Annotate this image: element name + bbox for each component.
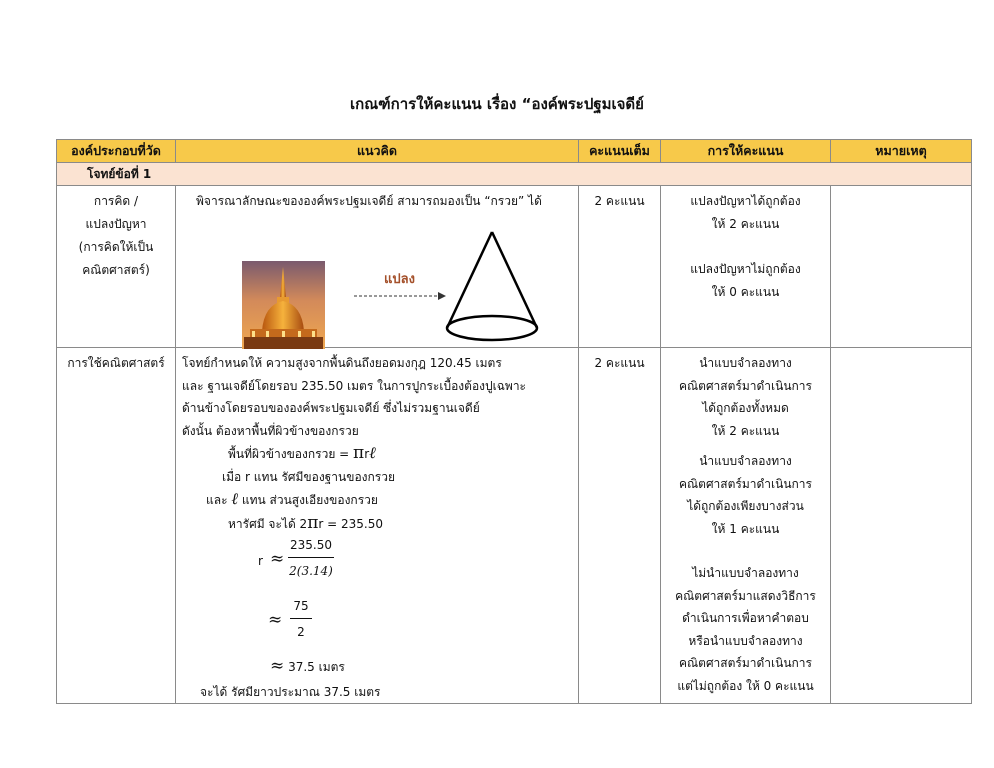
concept-line: และ ℓ แทน ส่วนสูงเอียงของกรวย xyxy=(206,489,378,508)
spacer xyxy=(661,540,830,562)
header-component: องค์ประกอบที่วัด xyxy=(57,140,176,163)
full-score-cell xyxy=(579,348,661,704)
concept-cell xyxy=(176,186,579,348)
scoring-cell xyxy=(661,186,831,348)
scoring-line: ไม่นำแบบจำลองทาง xyxy=(692,566,799,580)
fraction-step-2: ≈ $\frac{75}{2}$ xyxy=(182,597,578,655)
scoring-line: ดำเนินการเพื่อหาคำตอบ xyxy=(682,611,809,625)
full-score-cell xyxy=(579,186,661,348)
table-row xyxy=(57,186,972,348)
header-concept: แนวคิด xyxy=(176,140,579,163)
scoring-line: ได้ถูกต้องเพียงบางส่วน xyxy=(687,499,804,513)
scoring-line: แปลงปัญหาได้ถูกต้อง xyxy=(690,194,801,208)
scoring-line: คณิตศาสตร์มาดำเนินการ xyxy=(678,378,812,393)
header-full-score: คะแนนเต็ม xyxy=(579,140,661,163)
arrow-label: แปลง xyxy=(384,273,415,287)
component-line: การคิด / xyxy=(93,194,139,208)
scoring-line: นำแบบจำลองทาง xyxy=(699,454,792,468)
concept-line: ด้านข้างโดยรอบขององค์พระปฐมเจดีย์ ซึ่งไม่รวมฐานเจดีย์ xyxy=(182,401,480,415)
section-label: โจทย์ข้อที่ 1 xyxy=(87,166,152,181)
scoring-line: คณิตศาสตร์มาดำเนินการ xyxy=(678,656,812,670)
scoring-line: ให้ 1 คะแนน xyxy=(711,521,780,536)
component-cell xyxy=(57,186,176,348)
scoring-cell xyxy=(661,348,831,704)
remark-cell xyxy=(831,186,972,348)
concept-line: เมื่อ r แทน รัศมีของฐานของกรวย xyxy=(222,469,395,484)
component-line: คณิตศาสตร์) xyxy=(82,263,150,277)
section-row xyxy=(57,163,972,186)
header-scoring: การให้คะแนน xyxy=(661,140,831,163)
rubric-table xyxy=(56,139,972,704)
spacer xyxy=(661,236,830,258)
scoring-line: คณิตศาสตร์มาแสดงวิธีการ xyxy=(675,588,816,603)
scoring-line: ได้ถูกต้องทั้งหมด xyxy=(702,401,789,415)
formula-surface-area: พื้นที่ผิวข้างของกรวย = πrℓ xyxy=(228,443,376,463)
concept-line: ดังนั้น ต้องหาพื้นที่ผิวข้างของกรวย xyxy=(182,423,359,438)
stupa-photo xyxy=(242,261,325,349)
concept-line: และ ฐานเจดีย์โดยรอบ 235.50 เมตร ในการปูกระเบื้องต้องปูเฉพาะ xyxy=(182,378,527,393)
scoring-line: ให้ 0 คะแนน xyxy=(711,285,780,299)
fraction-step-1: r ≈ $\frac{235.50}{2(3.14)}$ xyxy=(258,538,333,578)
scoring-line: แปลงปัญหาไม่ถูกต้อง xyxy=(690,262,801,276)
concept-line: จะได้ รัศมียาวประมาณ 37.5 เมตร xyxy=(200,684,381,699)
scoring-line: นำแบบจำลองทาง xyxy=(699,356,792,370)
cone-diagram xyxy=(444,229,540,345)
concept-text: พิจารณาลักษณะขององค์พระปฐมเจดีย์ สามารถมองเป็น “กรวย” ได้ xyxy=(196,194,542,208)
concept-cell xyxy=(176,348,579,704)
full-score: 2 คะแนน xyxy=(594,356,645,370)
scoring-line: ให้ 2 คะแนน xyxy=(711,217,780,231)
header-remark: หมายเหตุ xyxy=(831,140,972,163)
component-line: การใช้คณิตศาสตร์ xyxy=(67,356,165,370)
scoring-line: คณิตศาสตร์มาดำเนินการ xyxy=(678,476,812,491)
scoring-line: หรือนำแบบจำลองทาง xyxy=(688,633,803,648)
concept-line: โจทย์กำหนดให้ ความสูงจากพื้นดินถึงยอดมงกุฎ 120.45 เมตร xyxy=(182,356,502,370)
scoring-line: แต่ไม่ถูกต้อง ให้ 0 คะแนน xyxy=(677,678,814,693)
component-cell xyxy=(57,348,176,704)
component-line: (การคิดให้เป็น xyxy=(78,240,154,254)
scoring-line: ให้ 2 คะแนน xyxy=(711,423,780,438)
remark-cell xyxy=(831,348,972,704)
table-row xyxy=(57,348,972,704)
transform-arrow xyxy=(352,273,448,303)
formula-radius: หารัศมี จะได้ 2πr = 235.50 xyxy=(228,512,383,533)
component-line: แปลงปัญหา xyxy=(85,217,147,231)
header-row xyxy=(57,140,972,163)
page-title: เกณฑ์การให้คะแนน เรื่อง “องค์พระปฐมเจดีย์ xyxy=(350,95,644,113)
result-line: ≈ 37.5 เมตร xyxy=(270,656,345,676)
spacer xyxy=(661,442,830,450)
full-score: 2 คะแนน xyxy=(594,194,645,208)
